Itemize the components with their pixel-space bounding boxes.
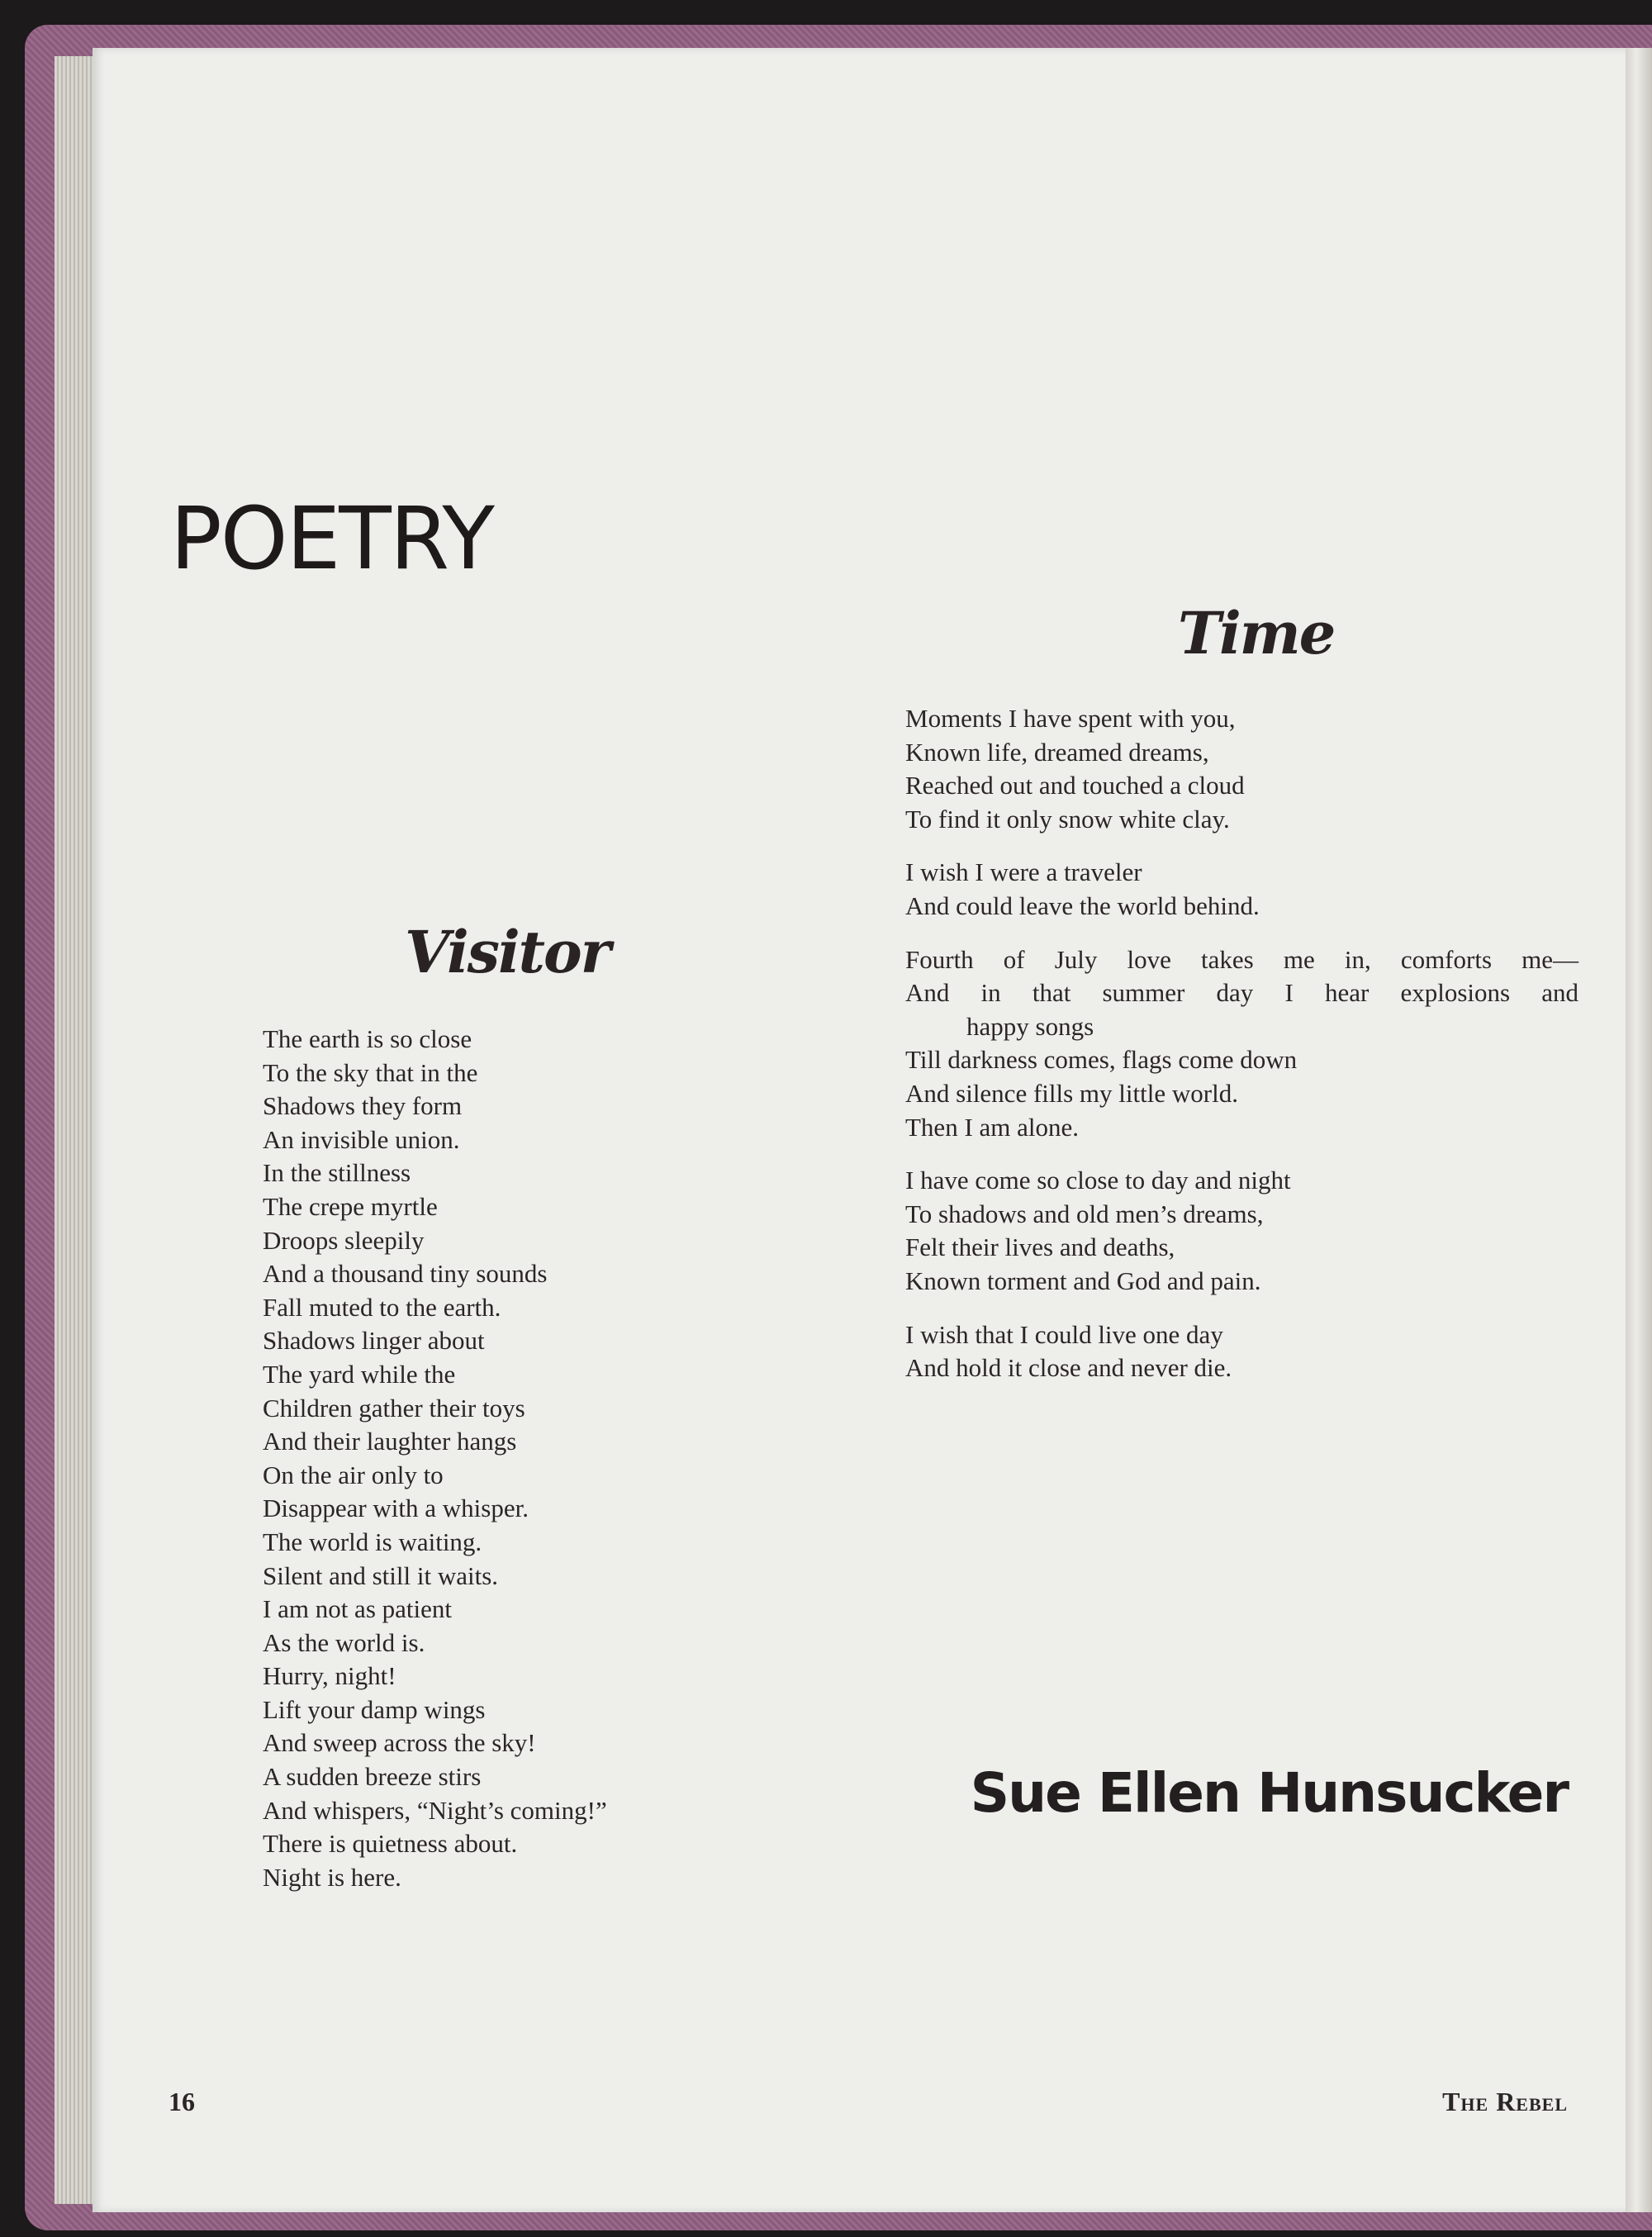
poem-line: Droops sleepily — [263, 1225, 425, 1255]
poem-line: There is quietness about. — [263, 1829, 518, 1859]
poem-line: And a thousand tiny sounds — [263, 1259, 548, 1289]
page-fold — [1626, 48, 1652, 2212]
poem-line: And whispers, “Night’s coming!” — [263, 1795, 607, 1825]
poem-line: Fall muted to the earth. — [263, 1292, 501, 1322]
poem-line: I am not as patient — [263, 1594, 452, 1624]
poem-line: The earth is so close — [263, 1024, 472, 1053]
author-name: Sue Ellen Hunsucker — [970, 1761, 1568, 1825]
poem-line: And could leave the world behind. — [905, 891, 1260, 920]
poem-line: Known torment and God and pain. — [905, 1266, 1261, 1295]
poem-line: The yard while the — [263, 1359, 456, 1389]
poem-line: Hurry, night! — [263, 1661, 396, 1691]
poem-line: A sudden breeze stirs — [263, 1762, 482, 1792]
running-footer: The Rebel — [1442, 2087, 1568, 2116]
section-title: POETRY — [170, 488, 493, 589]
poem-line: I have come so close to day and night — [905, 1166, 1291, 1195]
poem-line: In the stillness — [263, 1158, 411, 1188]
poem-line: Night is here. — [263, 1862, 401, 1892]
poem-line: Then I am alone. — [905, 1112, 1080, 1142]
poem-line: Children gather their toys — [263, 1393, 525, 1422]
stanza — [905, 1164, 1578, 1298]
poem-title-time: Time — [1178, 599, 1335, 667]
poem-line: And hold it close and never die. — [905, 1353, 1232, 1383]
poem-visitor — [263, 1023, 791, 1894]
poem-line: As the world is. — [263, 1627, 425, 1657]
stanza — [905, 856, 1578, 923]
poem-line: On the air only to — [263, 1460, 444, 1489]
poem-line: I wish I were a traveler — [905, 857, 1142, 887]
poem-time — [905, 702, 1578, 1405]
poem-line: I wish that I could live one day — [905, 1319, 1223, 1349]
poem-line: Known life, dreamed dreams, — [905, 737, 1209, 767]
poem-line: Shadows they form — [263, 1091, 463, 1121]
poem-line: Shadows linger about — [263, 1326, 485, 1356]
poem-line: To shadows and old men’s dreams, — [905, 1199, 1264, 1228]
poem-line: Moments I have spent with you, — [905, 704, 1236, 733]
poem-line: happy songs — [966, 1011, 1094, 1041]
stanza — [905, 1318, 1578, 1385]
poem-line: To find it only snow white clay. — [905, 804, 1230, 834]
poem-title-visitor: Visitor — [405, 918, 610, 986]
poem-line: And in that summer day I hear explosions and — [905, 978, 1578, 1008]
poem-line: And silence fills my little world. — [905, 1078, 1238, 1108]
stanza — [905, 702, 1578, 836]
poem-line: The world is waiting. — [263, 1527, 482, 1556]
poem-line: Felt their lives and deaths, — [905, 1232, 1175, 1262]
poem-line: To the sky that in the — [263, 1057, 478, 1087]
poem-line: An invisible union. — [263, 1124, 460, 1154]
page-number: 16 — [169, 2087, 195, 2116]
poem-line: Lift your damp wings — [263, 1694, 486, 1724]
poem-line: Disappear with a whisper. — [263, 1494, 529, 1523]
poem-line: Fourth of July love takes me in, comforts me— — [905, 944, 1578, 974]
poem-line: Till darkness comes, flags come down — [905, 1045, 1298, 1075]
poem-line: Silent and still it waits. — [263, 1560, 499, 1590]
poem-line: And their laughter hangs — [263, 1427, 517, 1456]
stanza — [905, 943, 1578, 1145]
poem-line: Reached out and touched a cloud — [905, 771, 1245, 800]
poem-line: And sweep across the sky! — [263, 1728, 536, 1758]
poem-line: The crepe myrtle — [263, 1191, 438, 1221]
